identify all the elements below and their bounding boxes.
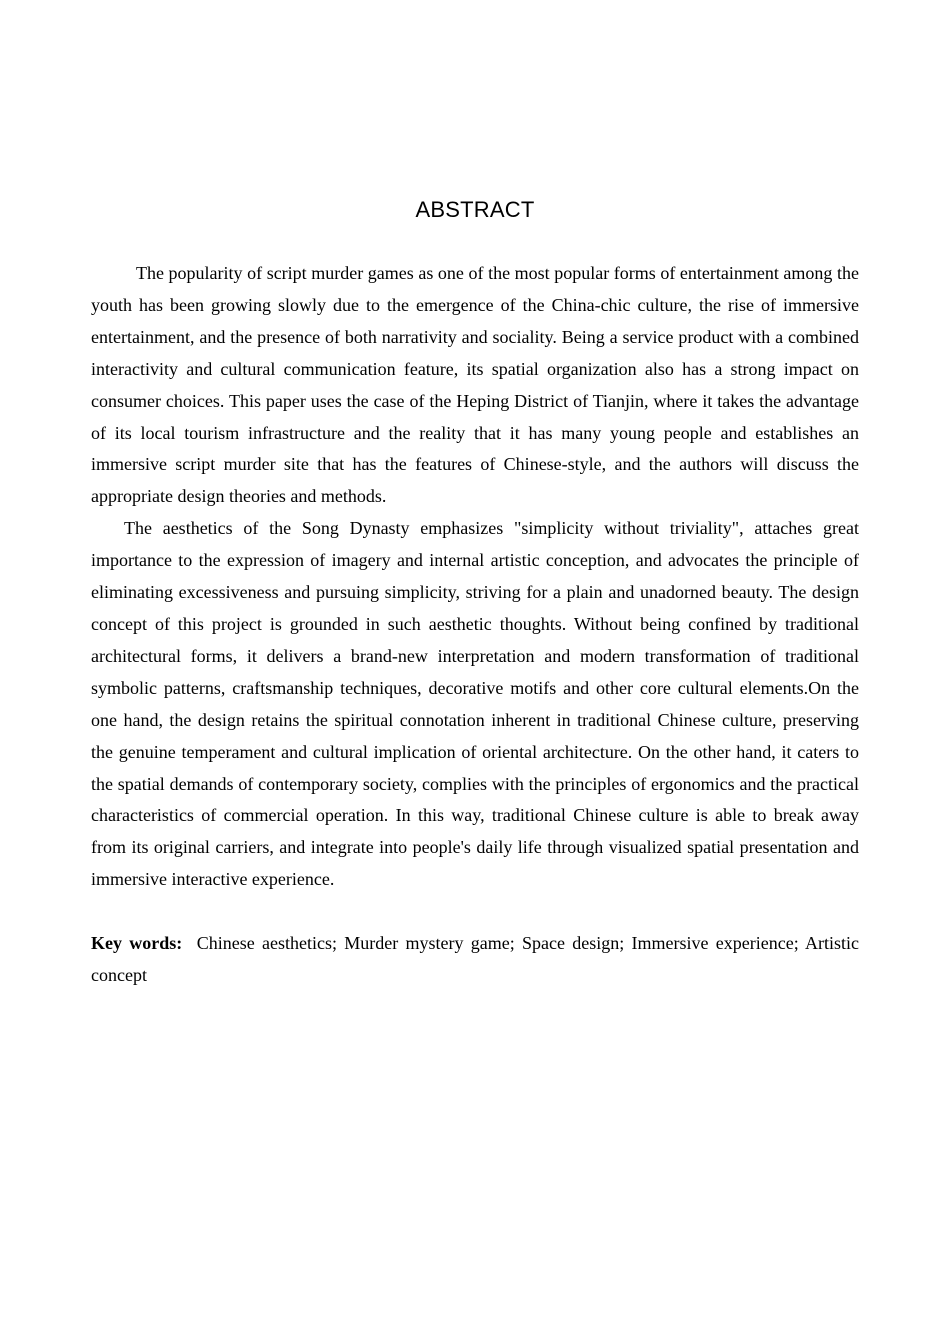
keywords-block	[91, 928, 859, 992]
abstract-body	[91, 258, 859, 896]
abstract-title: ABSTRACT	[415, 197, 535, 222]
keywords-label: Key words:	[91, 933, 183, 953]
keywords-text: Chinese aesthetics; Murder mystery game; Space design; Immersive experience; Artistic concept	[91, 933, 859, 985]
abstract-paragraph-1: The popularity of script murder games as one of the most popular forms of entertainment among the youth has been growing slowly due to the emergence of the China-chic culture, the rise of immersive entertainment, and the presence of both narrativity and sociality. Being a service product with a combined interactivity and cultural communication feature, its spatial organization also has a strong impact on consumer choices. This paper uses the case of the Heping District of Tianjin, where it takes the advantage of its local tourism infrastructure and the reality that it has many young people and establishes an immersive script murder site that has the features of Chinese-style, and the authors will discuss the appropriate design theories and methods.	[91, 263, 859, 507]
abstract-paragraph-2: The aesthetics of the Song Dynasty emphasizes "simplicity without triviality", attaches great importance to the expression of imagery and internal artistic conception, and advocates the principle of eliminating excessiveness and pursuing simplicity, striving for a plain and unadorned beauty. The design concept of this project is grounded in such aesthetic thoughts. Without being confined by traditional architectural forms, it delivers a brand-new interpretation and modern transformation of traditional symbolic patterns, craftsmanship techniques, decorative motifs and other core cultural elements.On the one hand, the design retains the spiritual connotation inherent in traditional Chinese culture, preserving the genuine temperament and cultural implication of oriental architecture. On the other hand, it caters to the spatial demands of contemporary society, complies with the principles of ergonomics and the practical characteristics of commercial operation. In this way, traditional Chinese culture is able to break away from its original carriers, and integrate into people's daily life through visualized spatial presentation and immersive interactive experience.	[91, 518, 859, 890]
